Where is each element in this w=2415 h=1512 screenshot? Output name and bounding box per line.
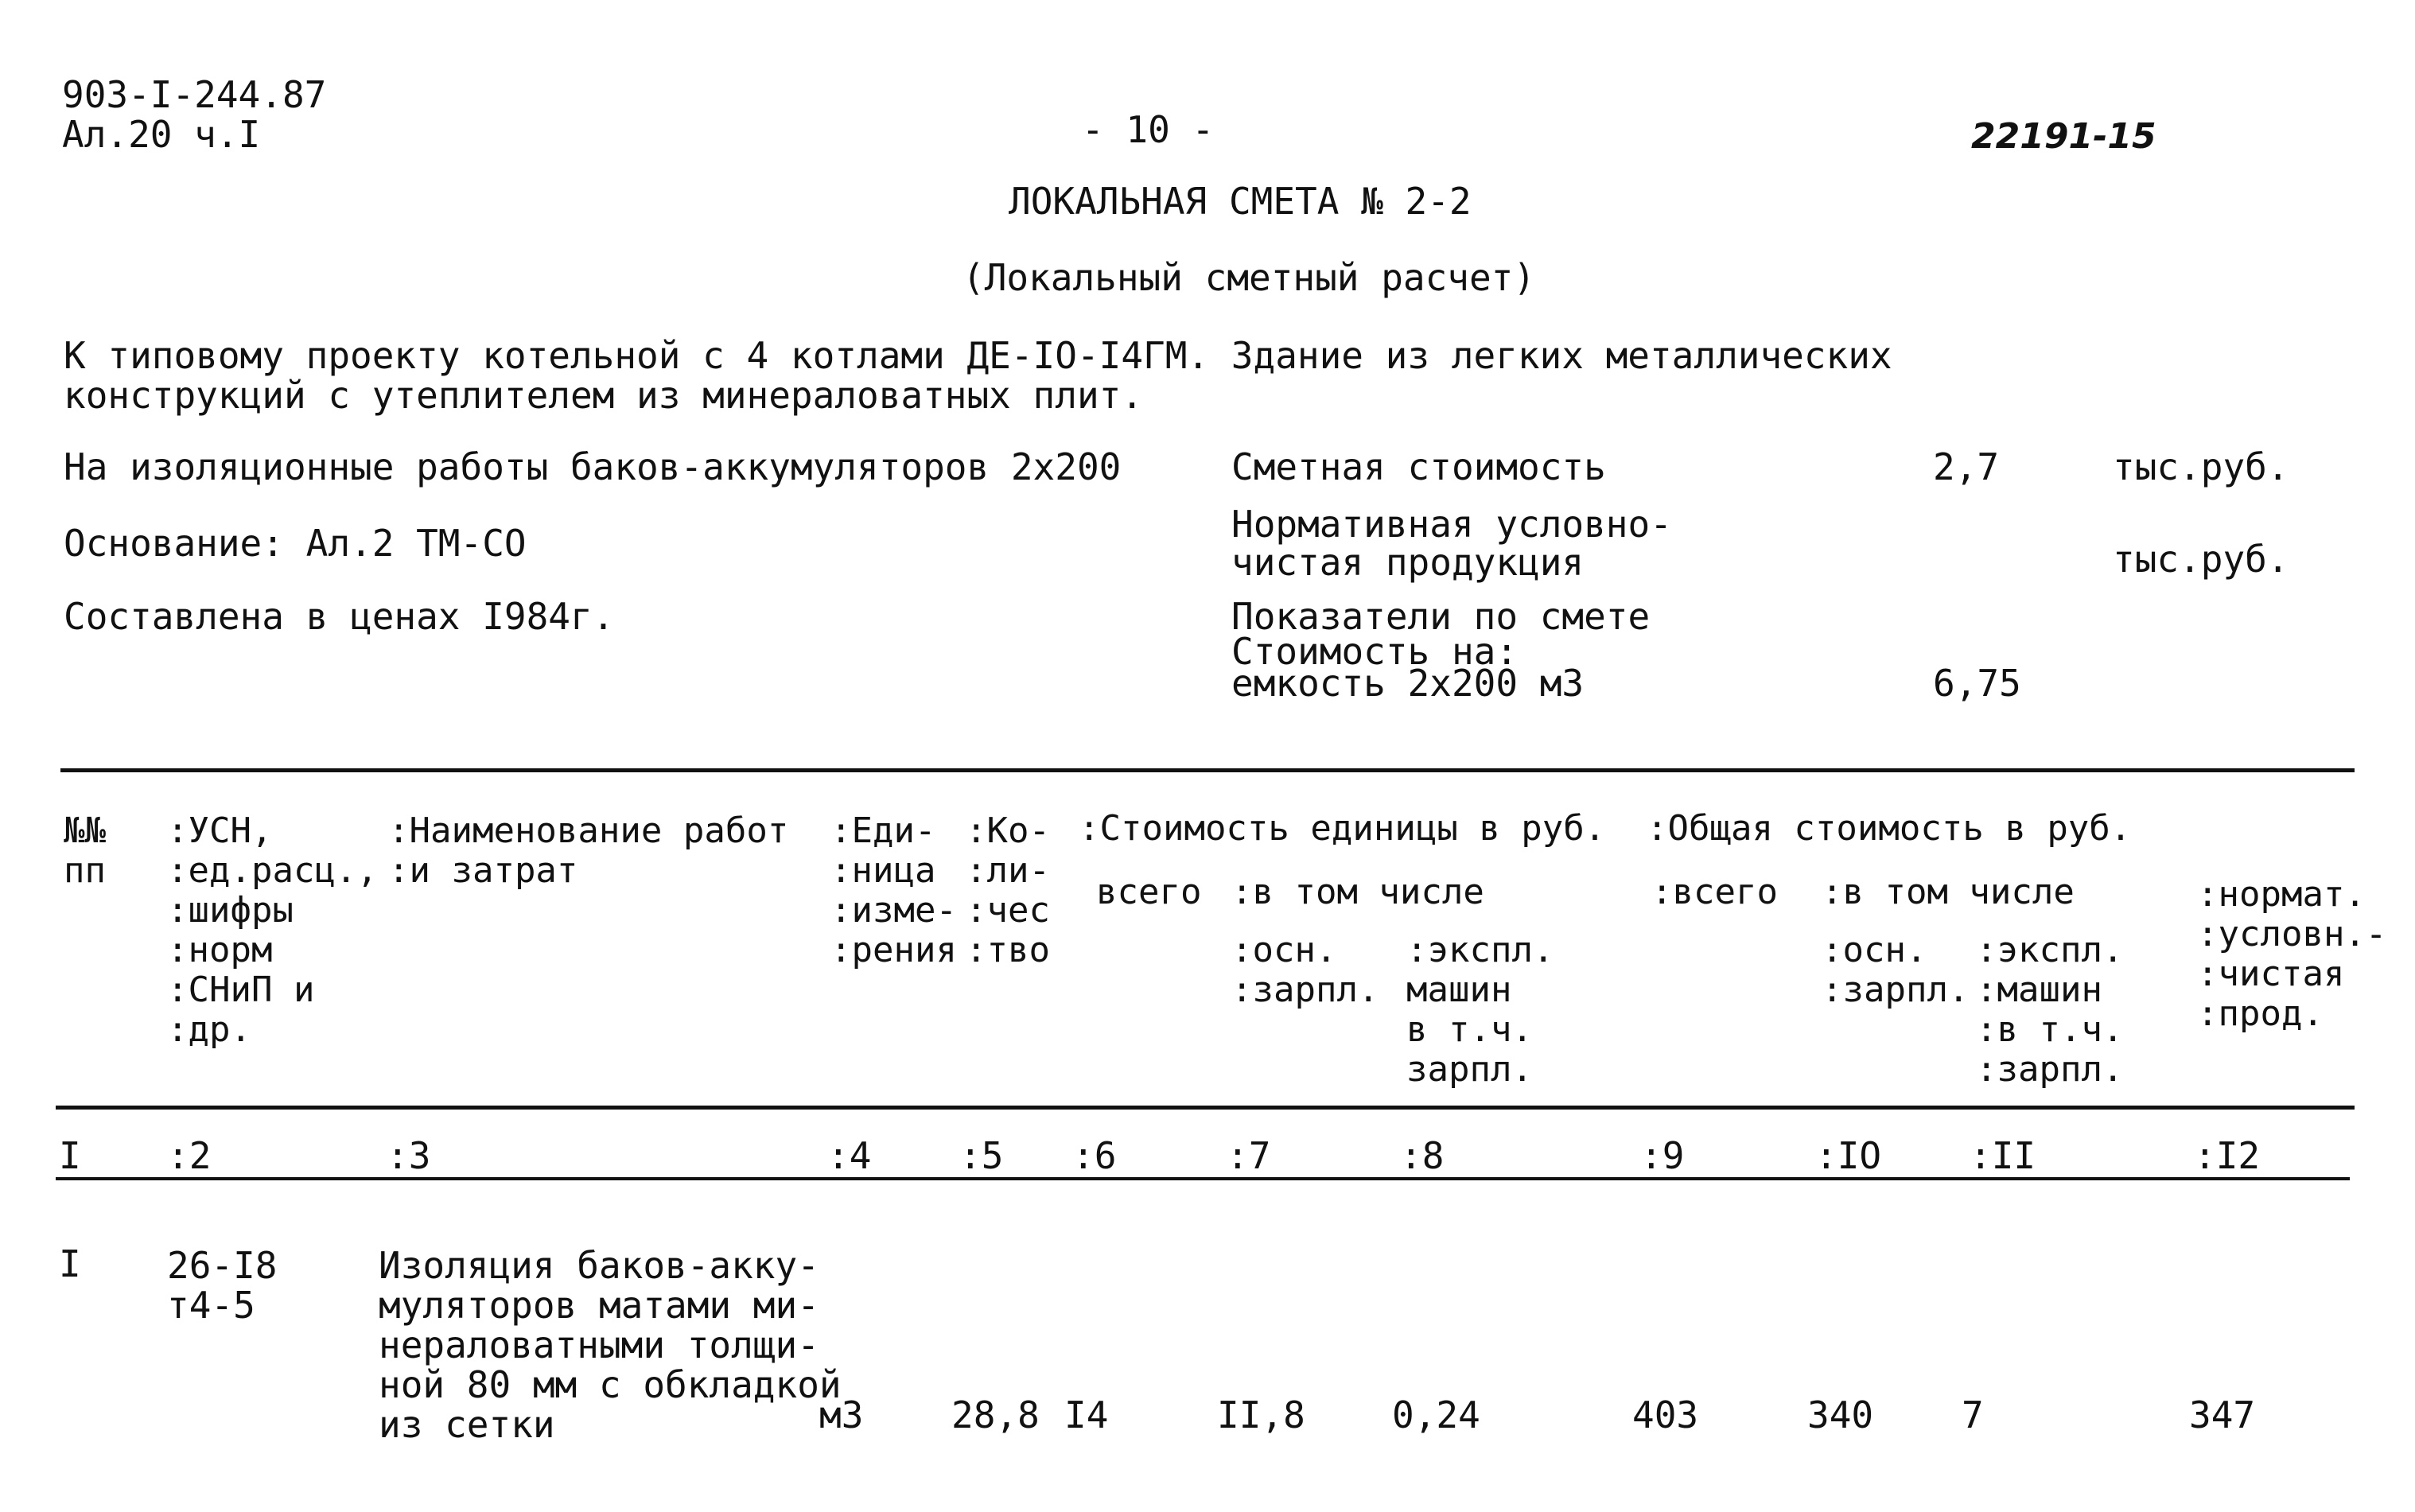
row-unit-wage: II,8 (1217, 1393, 1305, 1436)
norm-label-line-2: чистая продукция (1231, 541, 1585, 584)
header-unit-including: :в том числе (1231, 872, 1484, 912)
header-code: :УСН, :ед.расц., :шифры :норм :СНиП и :др. (167, 810, 378, 1050)
cost-unit: тыс.руб. (2113, 445, 2289, 488)
indicators-line-2: Стоимость на: (1231, 630, 1519, 673)
header-unit-wage: :осн. :зарпл. (1231, 930, 1379, 1010)
cost-label: Сметная стоимость (1231, 445, 1606, 488)
header-total-machines: :экспл. :машин :в т.ч. :зарпл. (1976, 930, 2124, 1090)
header-normative: :нормат. :условн.- :чистая :прод. (2197, 874, 2387, 1034)
handwritten-number: 22191-15 (1971, 116, 2156, 157)
row-normative: 347 (2189, 1393, 2256, 1436)
header-unit: :Еди- :ница :изме- :рения (830, 810, 957, 970)
prices-label: Составлена в ценах I984г. (64, 595, 615, 638)
header-total-total: :всего (1651, 872, 1778, 912)
column-number-rule (56, 1177, 2350, 1180)
col-number-9: :9 (1640, 1134, 1685, 1177)
col-number-4: :4 (827, 1134, 872, 1177)
col-number-1: I (59, 1134, 81, 1177)
col-number-7: :7 (1227, 1134, 1271, 1177)
header-unit-cost: :Стоимость единицы в руб. (1079, 808, 1606, 849)
table-top-rule (60, 768, 2355, 772)
work-label: На изоляционные работы баков-аккумуляторов 2х200 (64, 445, 1122, 488)
basis-label: Основание: Ал.2 ТМ-СО (64, 522, 527, 565)
col-number-11: :II (1970, 1134, 2036, 1177)
header-total-wage: :осн. :зарпл. (1822, 930, 1970, 1010)
indicators-line-1: Показатели по смете (1231, 595, 1651, 638)
row-number: I (59, 1242, 81, 1285)
col-number-12: :I2 (2194, 1134, 2261, 1177)
document-title: ЛОКАЛЬНАЯ СМЕТА № 2-2 (1009, 180, 1472, 223)
doc-code: 903-I-244.87 (62, 73, 327, 116)
header-total-cost: :Общая стоимость в руб. (1647, 808, 2132, 849)
row-unit-total: I4 (1064, 1393, 1109, 1436)
col-number-3: :3 (387, 1134, 431, 1177)
col-number-6: :6 (1072, 1134, 1117, 1177)
row-total-wage: 340 (1807, 1393, 1874, 1436)
header-work-name: :Наименование работ :и затрат (388, 810, 789, 891)
norm-unit: тыс.руб. (2113, 538, 2289, 581)
cost-value: 2,7 (1933, 445, 2000, 488)
header-unit-machines: :экспл. машин в т.ч. зарпл. (1406, 930, 1554, 1090)
intro-line-2: конструкций с утеплителем из минераловатных плит. (64, 374, 1144, 417)
indicators-line-3: емкость 2х200 м3 (1231, 662, 1585, 705)
col-number-10: :IO (1815, 1134, 1882, 1177)
header-quantity: :Ко- :ли- :чес :тво (966, 810, 1050, 970)
indicators-value: 6,75 (1933, 662, 2021, 705)
row-total: 403 (1632, 1393, 1699, 1436)
col-number-2: :2 (167, 1134, 212, 1177)
row-total-machines: 7 (1962, 1393, 1984, 1436)
document-subtitle: (Локальный сметный расчет) (962, 256, 1536, 299)
header-total-including: :в том числе (1822, 872, 2075, 912)
row-code: 26-I8 т4-5 (167, 1244, 278, 1327)
row-unit: м3 (819, 1393, 864, 1436)
page-number: - 10 - (1082, 108, 1215, 151)
header-row-number: №№ пп (64, 810, 106, 891)
col-number-8: :8 (1400, 1134, 1445, 1177)
row-quantity: 28,8 (951, 1393, 1040, 1436)
row-work-name: Изоляция баков-акку- муляторов матами ми- нераловатными толщи- ной 80 мм с обкладкой из сетки (379, 1244, 842, 1446)
col-number-5: :5 (959, 1134, 1004, 1177)
header-bottom-rule (56, 1106, 2355, 1110)
header-unit-total: всего (1096, 872, 1202, 912)
row-unit-machines: 0,24 (1392, 1393, 1480, 1436)
intro-line-1: К типовому проекту котельной с 4 котлами ДЕ-IO-I4ГМ. Здание из легких металлических (64, 334, 1892, 377)
norm-label-line-1: Нормативная условно- (1231, 503, 1672, 546)
album-part: Ал.20 ч.I (62, 113, 261, 156)
